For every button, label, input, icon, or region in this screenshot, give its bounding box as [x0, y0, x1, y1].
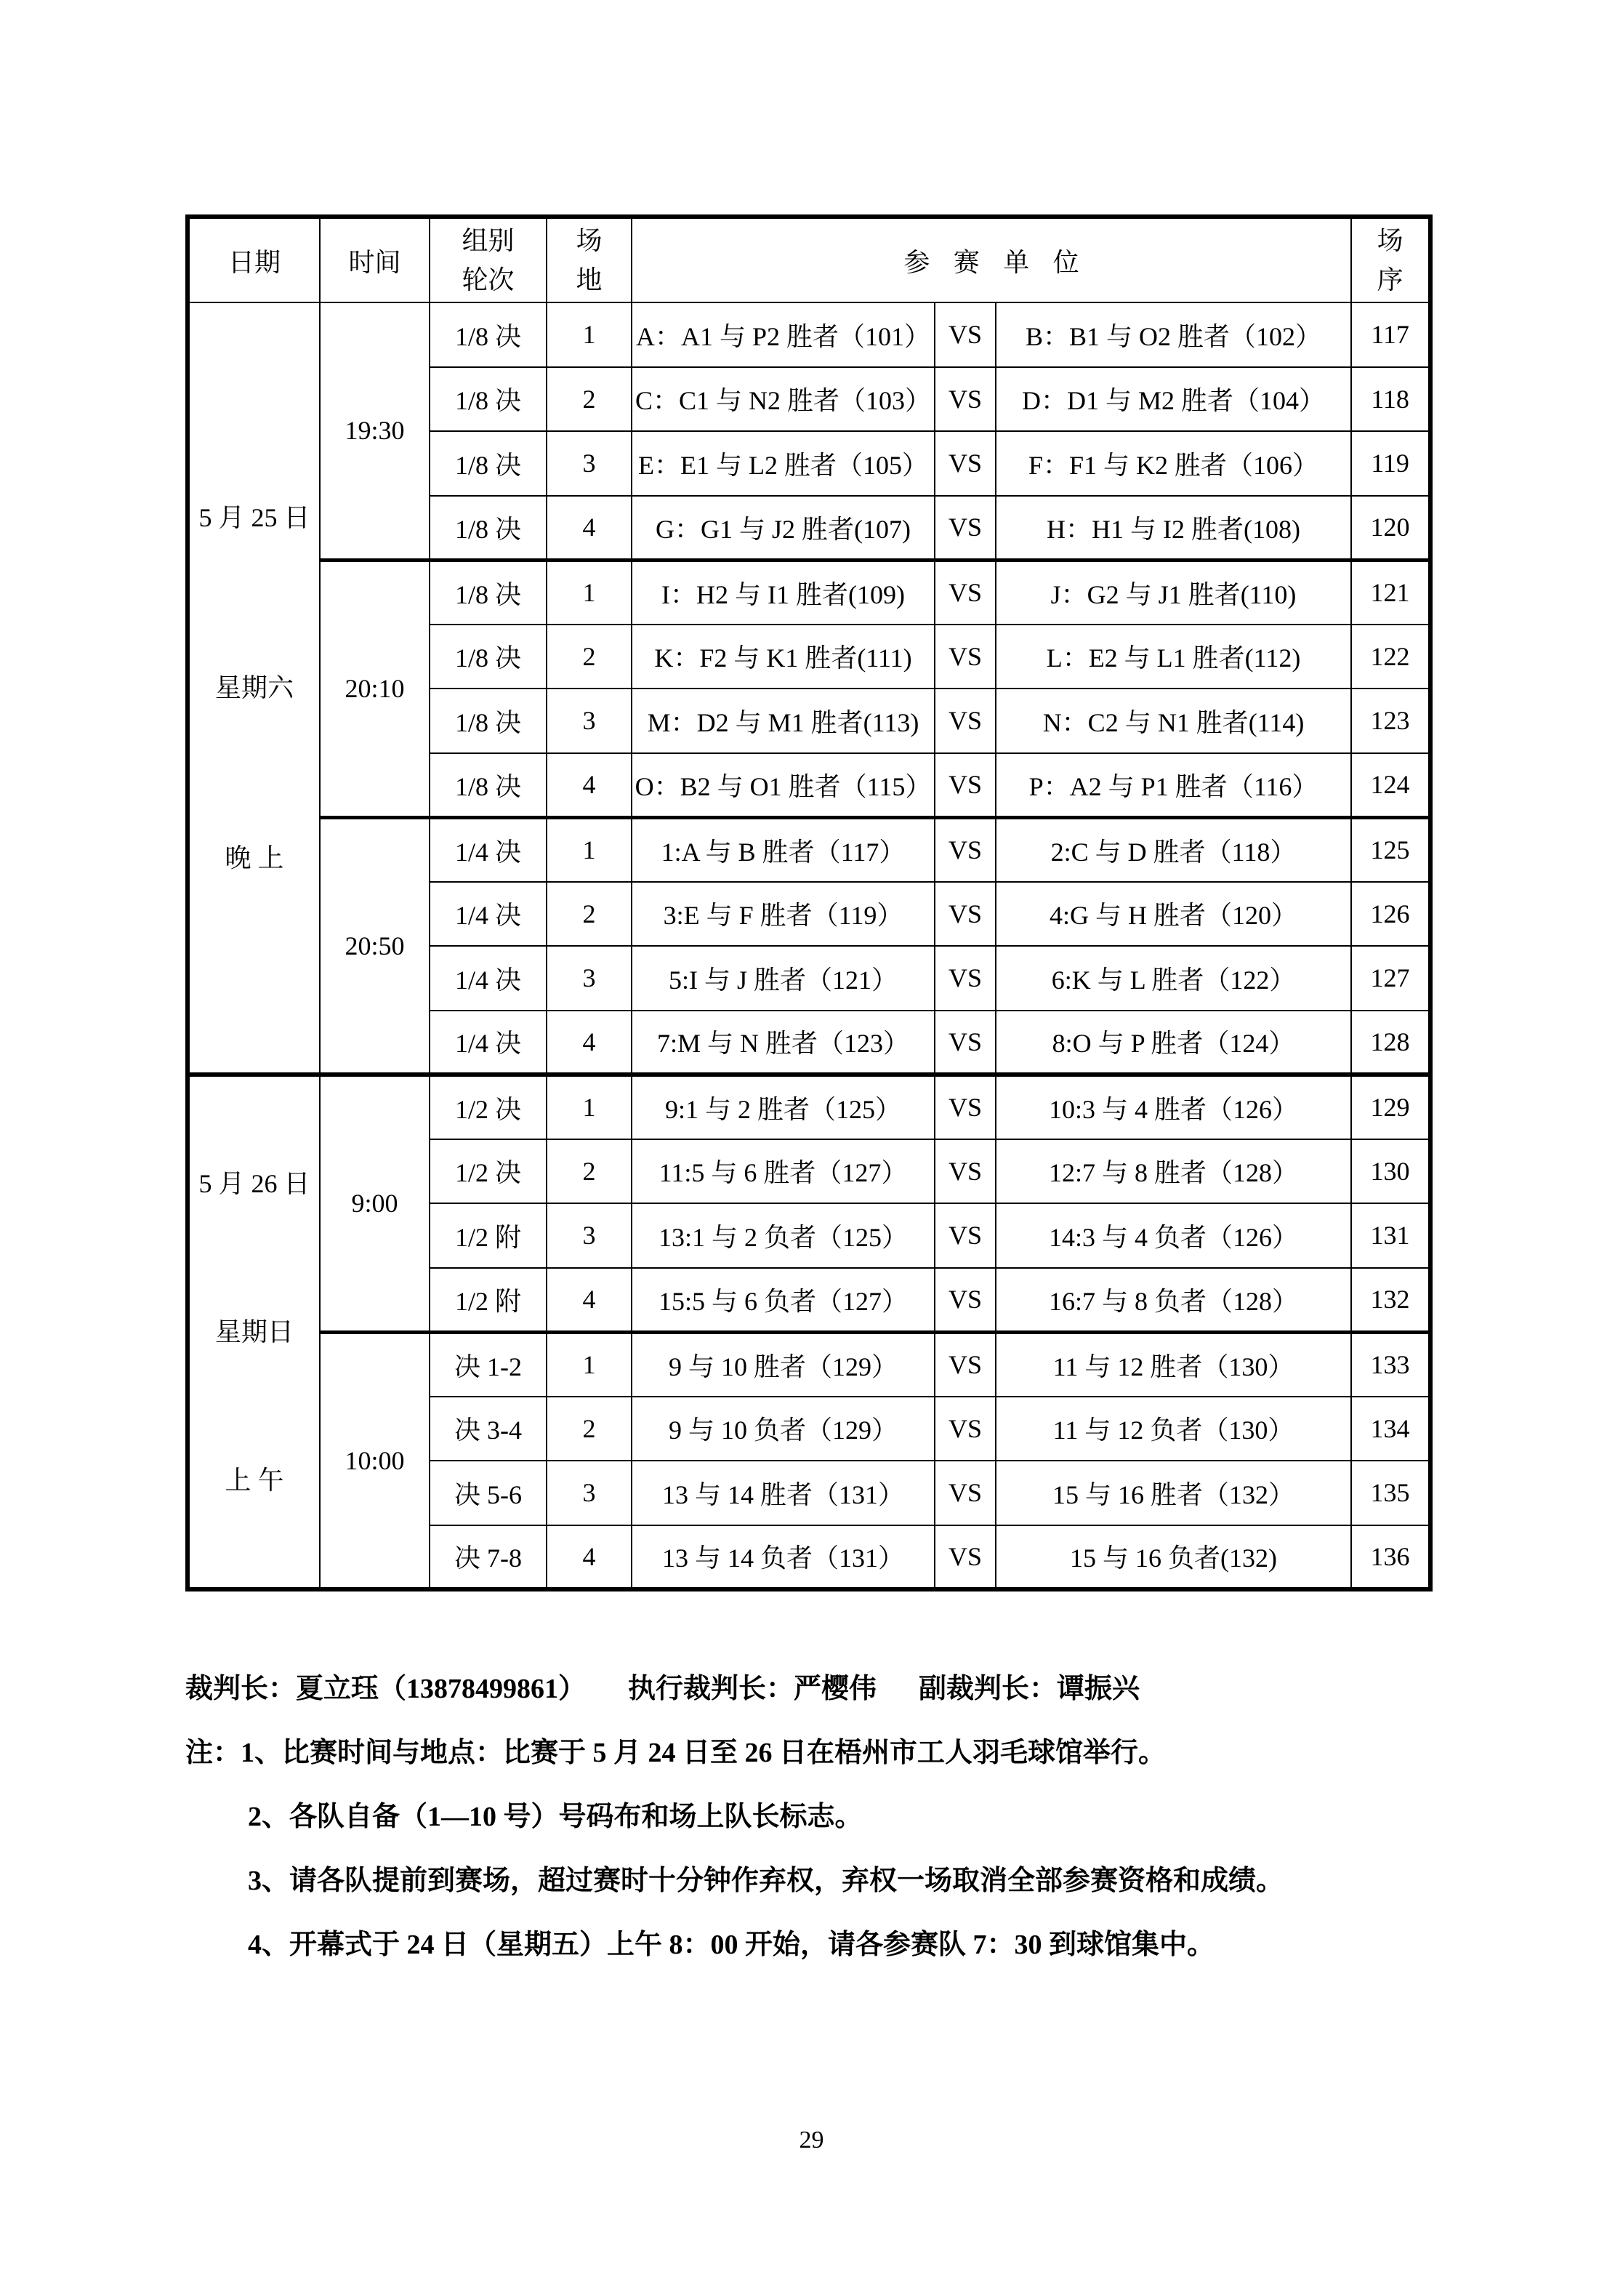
team-right-cell: 15 与 16 胜者（132）	[996, 1461, 1351, 1525]
note-line-3: 3、请各队提前到赛场，超过赛时十分钟作弃权，弃权一场取消全部参赛资格和成绩。	[248, 1865, 1284, 1896]
team-right-cell: 15 与 16 负者(132)	[996, 1525, 1351, 1590]
court-cell: 3	[547, 689, 632, 753]
team-left-cell: M：D2 与 M1 胜者(113)	[632, 689, 935, 753]
court-cell: 2	[547, 625, 632, 689]
team-right-cell: F：F1 与 K2 胜者（106）	[996, 431, 1351, 496]
court-cell: 2	[547, 367, 632, 432]
round-cell: 决 3-4	[430, 1397, 547, 1461]
court-cell: 3	[547, 1461, 632, 1525]
team-right-cell: P：A2 与 P1 胜者（116）	[996, 753, 1351, 818]
team-left-cell: I：H2 与 I1 胜者(109)	[632, 560, 935, 625]
table-row	[188, 302, 1430, 367]
round-cell: 1/8 决	[430, 560, 547, 625]
court-cell: 1	[547, 560, 632, 625]
weekday-line: 星期六	[214, 673, 294, 702]
header-order-line2: 序	[1377, 265, 1403, 294]
header-court-line1: 场	[576, 226, 603, 255]
note-line-4: 4、开幕式于 24 日（星期五）上午 8：00 开始，请各参赛队 7：30 到球馆集中。	[248, 1929, 1215, 1960]
round-cell: 1/2 附	[430, 1203, 547, 1268]
court-cell: 2	[547, 1139, 632, 1204]
referee-line	[185, 1653, 1486, 1717]
order-cell: 127	[1351, 946, 1430, 1011]
header-row	[188, 217, 1430, 302]
court-cell: 4	[547, 1268, 632, 1333]
round-cell: 1/2 决	[430, 1139, 547, 1204]
time-cell: 20:50	[320, 817, 430, 1075]
court-cell: 3	[547, 946, 632, 1011]
team-left-cell: C：C1 与 N2 胜者（103）	[632, 367, 935, 432]
round-cell: 1/8 决	[430, 496, 547, 561]
footer-notes	[185, 1653, 1486, 1973]
order-cell: 119	[1351, 431, 1430, 496]
vs-label: VS	[935, 689, 996, 753]
time-cell: 10:00	[320, 1332, 430, 1589]
court-cell: 2	[547, 1397, 632, 1461]
team-right-cell: 11 与 12 胜者（130）	[996, 1332, 1351, 1397]
order-cell: 118	[1351, 367, 1430, 432]
team-left-cell: 13:1 与 2 负者（125）	[632, 1203, 935, 1268]
team-right-cell: J：G2 与 J1 胜者(110)	[996, 560, 1351, 625]
round-cell: 1/2 决	[430, 1075, 547, 1139]
court-cell: 4	[547, 1011, 632, 1075]
team-left-cell: 9 与 10 负者（129）	[632, 1397, 935, 1461]
weekday-line: 星期日	[214, 1317, 294, 1346]
time-cell: 19:30	[320, 302, 430, 560]
time-cell: 9:00	[320, 1075, 430, 1332]
order-cell: 123	[1351, 689, 1430, 753]
round-cell: 1/2 附	[430, 1268, 547, 1333]
vs-label: VS	[935, 946, 996, 1011]
vs-label: VS	[935, 496, 996, 561]
team-left-cell: K：F2 与 K1 胜者(111)	[632, 625, 935, 689]
order-cell: 132	[1351, 1268, 1430, 1333]
team-right-cell: 16:7 与 8 负者（128）	[996, 1268, 1351, 1333]
team-left-cell: O：B2 与 O1 胜者（115）	[632, 753, 935, 818]
team-left-cell: E：E1 与 L2 胜者（105）	[632, 431, 935, 496]
order-cell: 128	[1351, 1011, 1430, 1075]
date-line: 5 月 26 日	[198, 1169, 310, 1198]
round-cell: 1/8 决	[430, 431, 547, 496]
header-teams-cell	[632, 217, 1351, 302]
order-cell: 122	[1351, 625, 1430, 689]
table-row	[188, 817, 1430, 882]
vs-label: VS	[935, 1397, 996, 1461]
order-cell: 125	[1351, 817, 1430, 882]
table-row	[188, 1332, 1430, 1397]
order-cell: 135	[1351, 1461, 1430, 1525]
table-row	[188, 1075, 1430, 1139]
date-cell-section-2	[188, 1075, 320, 1589]
round-cell: 1/4 决	[430, 1011, 547, 1075]
court-cell: 4	[547, 1525, 632, 1590]
header-round-line1: 组别	[462, 226, 515, 255]
header-teams-label: 参赛单位	[903, 247, 1103, 277]
order-cell: 133	[1351, 1332, 1430, 1397]
team-left-cell: 9 与 10 胜者（129）	[632, 1332, 935, 1397]
vs-label: VS	[935, 1139, 996, 1204]
court-cell: 1	[547, 1332, 632, 1397]
vs-label: VS	[935, 625, 996, 689]
header-order-line1: 场	[1377, 226, 1403, 255]
order-cell: 124	[1351, 753, 1430, 818]
round-cell: 1/8 决	[430, 302, 547, 367]
team-left-cell: 3:E 与 F 胜者（119）	[632, 882, 935, 947]
round-cell: 决 1-2	[430, 1332, 547, 1397]
order-cell: 136	[1351, 1525, 1430, 1590]
team-right-cell: L：E2 与 L1 胜者(112)	[996, 625, 1351, 689]
court-cell: 3	[547, 1203, 632, 1268]
court-cell: 3	[547, 431, 632, 496]
team-right-cell: 10:3 与 4 胜者（126）	[996, 1075, 1351, 1139]
vs-label: VS	[935, 302, 996, 367]
team-right-cell: 11 与 12 负者（130）	[996, 1397, 1351, 1461]
team-left-cell: 13 与 14 胜者（131）	[632, 1461, 935, 1525]
schedule-table	[185, 214, 1433, 1591]
daypart-line: 上 午	[225, 1466, 284, 1495]
vs-label: VS	[935, 367, 996, 432]
team-right-cell: H：H1 与 I2 胜者(108)	[996, 496, 1351, 561]
round-cell: 1/8 决	[430, 367, 547, 432]
round-cell: 决 7-8	[430, 1525, 547, 1590]
note-line-1: 注：1、比赛时间与地点：比赛于 5 月 24 日至 26 日在梧州市工人羽毛球馆举行。	[185, 1737, 1167, 1768]
round-cell: 决 5-6	[430, 1461, 547, 1525]
daypart-line: 晚 上	[225, 843, 284, 872]
team-left-cell: G：G1 与 J2 胜者(107)	[632, 496, 935, 561]
vs-label: VS	[935, 431, 996, 496]
team-left-cell: 11:5 与 6 胜者（127）	[632, 1139, 935, 1204]
vs-label: VS	[935, 1268, 996, 1333]
header-court-cell	[547, 217, 632, 302]
vs-label: VS	[935, 1075, 996, 1139]
court-cell: 4	[547, 496, 632, 561]
court-cell: 2	[547, 882, 632, 947]
team-left-cell: 1:A 与 B 胜者（117）	[632, 817, 935, 882]
team-right-cell: 12:7 与 8 胜者（128）	[996, 1139, 1351, 1204]
team-left-cell: A：A1 与 P2 胜者（101）	[632, 302, 935, 367]
vs-label: VS	[935, 1525, 996, 1590]
order-cell: 121	[1351, 560, 1430, 625]
chief-referee-label: 裁判长：夏立珏（13878499861）	[185, 1673, 587, 1704]
team-right-cell: 6:K 与 L 胜者（122）	[996, 946, 1351, 1011]
team-left-cell: 7:M 与 N 胜者（123）	[632, 1011, 935, 1075]
date-line: 5 月 25 日	[198, 503, 310, 532]
vs-label: VS	[935, 817, 996, 882]
team-right-cell: B：B1 与 O2 胜者（102）	[996, 302, 1351, 367]
header-time-label: 时间	[348, 247, 401, 277]
team-right-cell: D：D1 与 M2 胜者（104）	[996, 367, 1351, 432]
team-left-cell: 15:5 与 6 负者（127）	[632, 1268, 935, 1333]
court-cell: 1	[547, 302, 632, 367]
round-cell: 1/8 决	[430, 625, 547, 689]
header-date-cell	[188, 217, 320, 302]
vs-label: VS	[935, 1332, 996, 1397]
vs-label: VS	[935, 1011, 996, 1075]
team-left-cell: 5:I 与 J 胜者（121）	[632, 946, 935, 1011]
round-cell: 1/4 决	[430, 817, 547, 882]
header-time-cell	[320, 217, 430, 302]
header-date-label: 日期	[227, 247, 281, 277]
team-right-cell: N：C2 与 N1 胜者(114)	[996, 689, 1351, 753]
order-cell: 117	[1351, 302, 1430, 367]
table-row	[188, 560, 1430, 625]
vs-label: VS	[935, 753, 996, 818]
round-cell: 1/4 决	[430, 882, 547, 947]
date-cell-section-1	[188, 302, 320, 1075]
vs-label: VS	[935, 1203, 996, 1268]
court-cell: 1	[547, 1075, 632, 1139]
executive-referee-label: 执行裁判长：严樱伟	[628, 1673, 877, 1704]
round-cell: 1/4 决	[430, 946, 547, 1011]
order-cell: 120	[1351, 496, 1430, 561]
deputy-referee-label: 副裁判长：谭振兴	[919, 1673, 1140, 1704]
order-cell: 130	[1351, 1139, 1430, 1204]
order-cell: 126	[1351, 882, 1430, 947]
order-cell: 131	[1351, 1203, 1430, 1268]
header-court-line2: 地	[576, 265, 603, 294]
team-left-cell: 9:1 与 2 胜者（125）	[632, 1075, 935, 1139]
header-round-line2: 轮次	[462, 265, 515, 294]
court-cell: 4	[547, 753, 632, 818]
round-cell: 1/8 决	[430, 689, 547, 753]
team-right-cell: 14:3 与 4 负者（126）	[996, 1203, 1351, 1268]
vs-label: VS	[935, 1461, 996, 1525]
order-cell: 134	[1351, 1397, 1430, 1461]
order-cell: 129	[1351, 1075, 1430, 1139]
team-left-cell: 13 与 14 负者（131）	[632, 1525, 935, 1590]
header-order-cell	[1351, 217, 1430, 302]
team-right-cell: 8:O 与 P 胜者（124）	[996, 1011, 1351, 1075]
header-round-cell	[430, 217, 547, 302]
round-cell: 1/8 决	[430, 753, 547, 818]
vs-label: VS	[935, 882, 996, 947]
vs-label: VS	[935, 560, 996, 625]
page-number: 29	[799, 2127, 824, 2153]
team-right-cell: 4:G 与 H 胜者（120）	[996, 882, 1351, 947]
time-cell: 20:10	[320, 560, 430, 817]
team-right-cell: 2:C 与 D 胜者（118）	[996, 817, 1351, 882]
note-line-2: 2、各队自备（1—10 号）号码布和场上队长标志。	[248, 1801, 863, 1832]
court-cell: 1	[547, 817, 632, 882]
